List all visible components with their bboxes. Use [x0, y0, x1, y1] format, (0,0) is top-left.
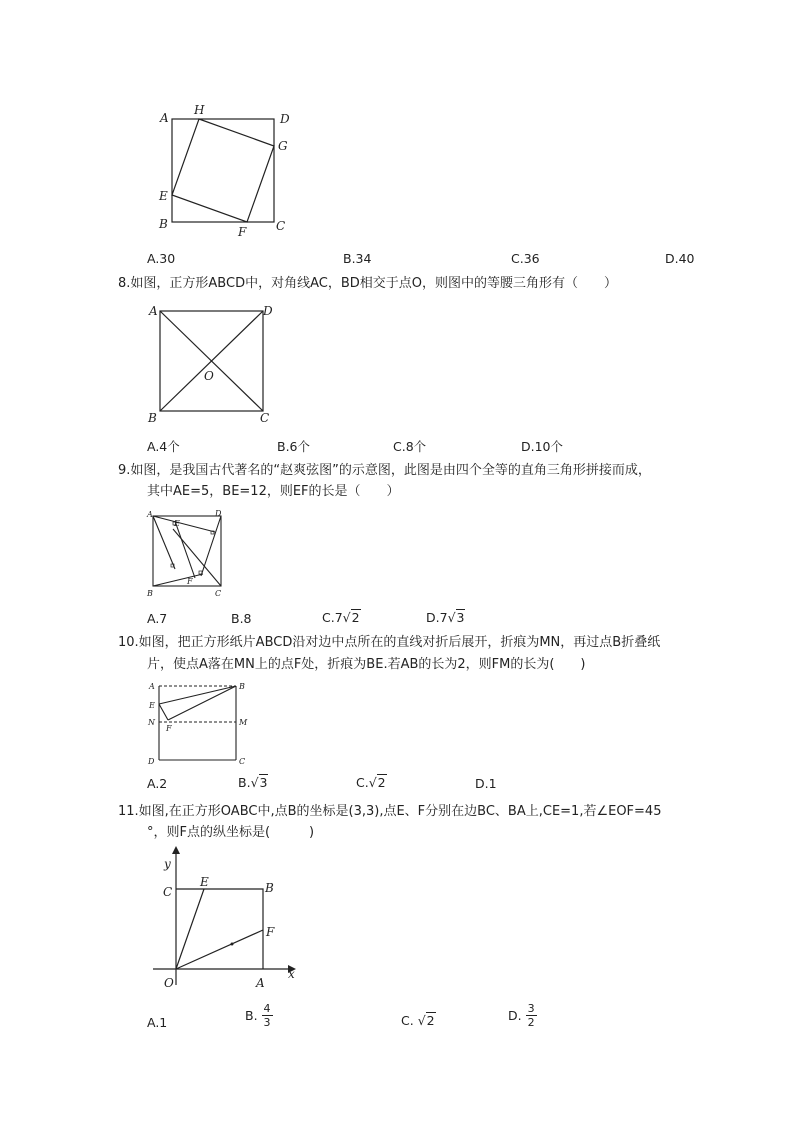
q9-option-c-sqrt: √2: [342, 610, 360, 625]
q8-label-d: D: [263, 304, 273, 318]
q11-line-of: [176, 930, 263, 969]
q9-option-c-prefix: C.7: [322, 610, 343, 625]
q9-label-b: B: [147, 589, 153, 598]
q9-stem-line1: 9.如图，是我国古代著名的“赵爽弦图”的示意图，此图是由四个全等的直角三角形拼接而成，: [118, 463, 651, 478]
q9-label-c: C: [215, 589, 222, 598]
q10-line-ef: [159, 704, 168, 720]
q11-figure: [148, 848, 308, 993]
q9-label-f: F: [187, 577, 193, 586]
q9-line-dg: [201, 516, 221, 576]
q7-label-c: C: [276, 219, 286, 233]
q11-mark-dot: [231, 943, 234, 946]
q9-label-d: D: [215, 509, 222, 518]
q11-label-b: B: [265, 881, 274, 895]
q11-label-a: A: [256, 976, 265, 990]
q9-line-ah: [153, 516, 215, 532]
q9-option-c[interactable]: [322, 610, 361, 625]
q7-option-a[interactable]: A.30: [147, 251, 176, 266]
q11-option-c[interactable]: [401, 1013, 436, 1028]
q8-label-c: C: [260, 411, 270, 425]
q11-label-e: E: [200, 875, 209, 889]
q7-inner-square: [172, 119, 274, 222]
q8-option-d[interactable]: D.10个: [521, 439, 564, 454]
q7-label-a: A: [160, 111, 169, 125]
q8-label-b: B: [148, 411, 157, 425]
q10-crease-be: [159, 686, 236, 704]
q9-option-d-prefix: D.7: [426, 610, 448, 625]
q10-stem-line1: 10.如图，把正方形纸片ABCD沿对边中点所在的直线对折后展开，折痕为MN，再过点B折叠纸: [118, 635, 661, 650]
q8-option-b[interactable]: B.6个: [277, 439, 311, 454]
q10-option-b[interactable]: [238, 775, 268, 790]
q7-label-f: F: [238, 225, 247, 239]
q7-figure: [150, 100, 310, 240]
q10-label-e: E: [149, 701, 155, 710]
q9-label-a: A: [147, 510, 153, 519]
q8-option-a[interactable]: A.4个: [147, 439, 180, 454]
q10-option-b-sqrt: √3: [250, 775, 268, 790]
q8-option-c[interactable]: C.8个: [393, 439, 427, 454]
q11-label-f: F: [266, 925, 275, 939]
q11-stem-line2: °，则F点的纵坐标是( ): [147, 825, 315, 840]
q11-label-y: y: [164, 857, 171, 871]
q10-label-f: F: [166, 724, 172, 733]
q11-stem-line1: 11.如图,在正方形OABC中,点B的坐标是(3,3),点E、F分别在边BC、BA上,CE=1,若∠EOF=45: [118, 804, 662, 819]
q10-option-c-sqrt: √2: [368, 775, 386, 790]
q7-option-c[interactable]: C.36: [511, 251, 540, 266]
q10-label-c: C: [239, 757, 246, 766]
q10-option-c[interactable]: [356, 775, 387, 790]
q10-stem-line2: 片，使点A落在MN上的点F处，折痕为BE.若AB的长为2，则FM的长为( ): [147, 657, 586, 672]
q11-label-c: C: [163, 885, 173, 899]
q11-option-d[interactable]: [508, 1002, 537, 1029]
q9-stem-line2: 其中AE=5，BE=12，则EF的长是（ ）: [147, 484, 400, 499]
q10-label-m: M: [239, 718, 248, 727]
q11-label-o: O: [164, 976, 174, 990]
q11-line-oe: [176, 889, 204, 969]
q7-label-e: E: [159, 189, 168, 203]
q8-label-a: A: [149, 304, 158, 318]
q11-option-c-prefix: C.: [401, 1013, 414, 1028]
q9-line-bf: [153, 574, 203, 586]
q7-label-g: G: [278, 139, 288, 153]
q10-label-b: B: [239, 682, 245, 691]
q11-label-x: x: [288, 967, 295, 981]
q11-option-c-sqrt: √2: [417, 1013, 435, 1028]
q9-option-d[interactable]: [426, 610, 465, 625]
q10-option-c-prefix: C.: [356, 775, 369, 790]
q9-line-ae: [153, 516, 175, 569]
q10-option-b-prefix: B.: [238, 775, 251, 790]
q10-label-a: A: [149, 682, 155, 691]
q8-figure: [145, 300, 285, 430]
q7-label-d: D: [280, 112, 290, 126]
q9-outer-square: [153, 516, 221, 586]
q7-outer-square: [172, 119, 274, 222]
q11-square: [176, 889, 263, 969]
q11-y-arrow: [172, 846, 180, 854]
q8-stem: 8.如图，正方形ABCD中，对角线AC，BD相交于点O，则图中的等腰三角形有（ ）: [118, 276, 617, 291]
q9-option-b[interactable]: B.8: [231, 611, 252, 626]
q11-option-a[interactable]: A.1: [147, 1015, 168, 1030]
q9-line-ef: [175, 521, 195, 578]
q10-option-a[interactable]: A.2: [147, 776, 168, 791]
q9-option-a[interactable]: A.7: [147, 611, 168, 626]
q9-option-d-sqrt: √3: [447, 610, 465, 625]
q7-option-d[interactable]: D.40: [665, 251, 695, 266]
q11-option-b-fraction: $\frac{4}{3}$: [263, 1002, 271, 1029]
q10-option-d[interactable]: D.1: [475, 776, 497, 791]
q7-label-b: B: [159, 217, 168, 231]
q8-label-o: O: [204, 369, 214, 383]
q10-label-n: N: [148, 718, 155, 727]
q11-option-b-prefix: B.: [245, 1008, 258, 1023]
q11-option-d-fraction: $\frac{3}{2}$: [527, 1002, 535, 1029]
q7-option-b[interactable]: B.34: [343, 251, 372, 266]
q7-label-h: H: [194, 103, 205, 117]
q11-option-d-prefix: D.: [508, 1008, 522, 1023]
q10-label-d: D: [148, 757, 155, 766]
q10-figure: [143, 676, 263, 776]
q9-figure: [145, 505, 235, 600]
q11-option-b[interactable]: [245, 1002, 273, 1029]
q10-line-bf: [168, 686, 236, 720]
q9-label-e: E: [174, 519, 180, 528]
